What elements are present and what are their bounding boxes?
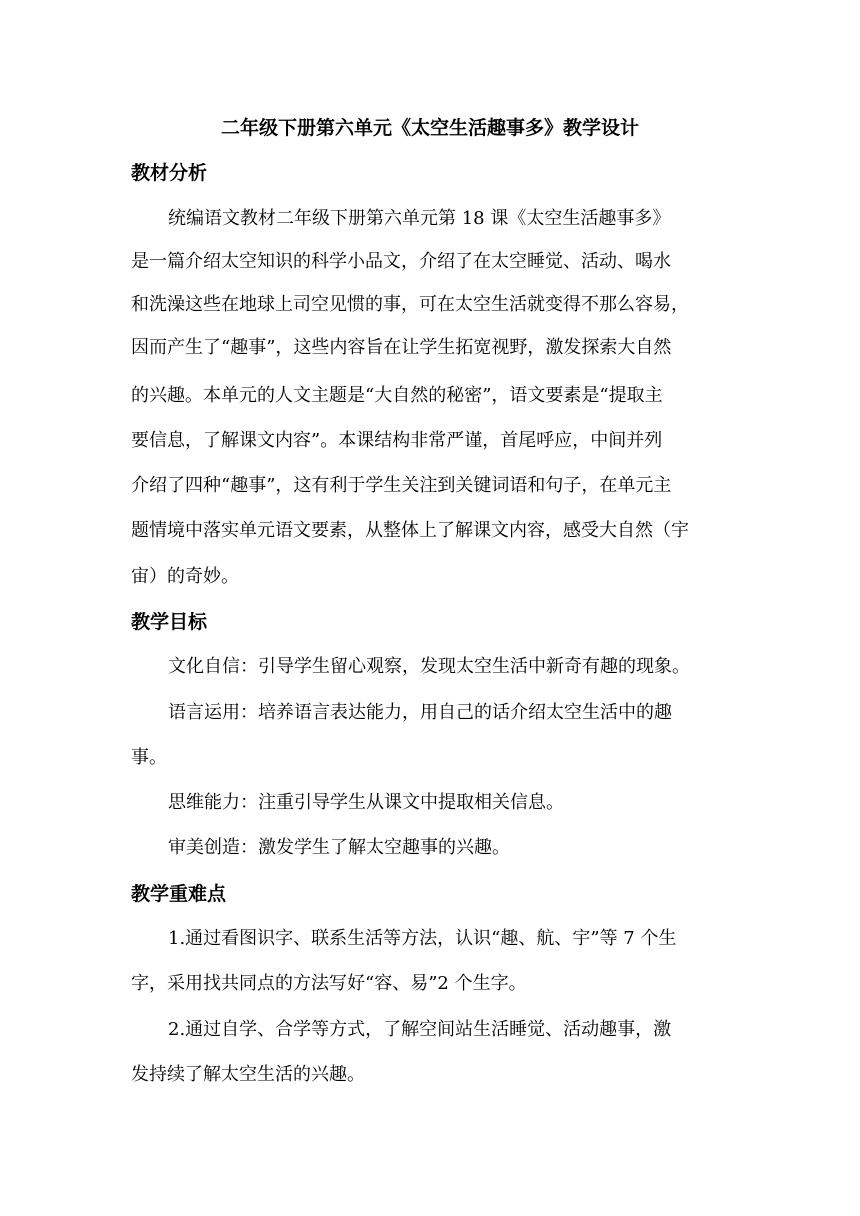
paragraph-line: 字，采用找共同点的方法写好“容、易”2 个生字。 [131, 973, 527, 994]
paragraph-line: 介绍了四种“趣事”，这有利于学生关注到关键词语和句子，在单元主 [131, 475, 672, 496]
paragraph-line: 2.通过自学、合学等方式，了解空间站生活睡觉、活动趣事，激 [168, 1019, 672, 1040]
paragraph-line: 文化自信：引导学生留心观察，发现太空生活中新奇有趣的现象。 [168, 656, 690, 677]
paragraph-line: 宙）的奇妙。 [131, 566, 239, 587]
paragraph-line: 的兴趣。本单元的人文主题是“大自然的秘密”，语文要素是“提取主 [131, 385, 663, 406]
paragraph-line: 审美创造：激发学生了解太空趣事的兴趣。 [168, 837, 510, 858]
paragraph-line: 统编语文教材二年级下册第六单元第 18 课《太空生活趣事多》 [168, 208, 671, 229]
paragraph-line: 发持续了解太空生活的兴趣。 [131, 1064, 365, 1085]
paragraph-line: 题情境中落实单元语文要素，从整体上了解课文内容，感受大自然（宇 [131, 520, 689, 541]
document-title: 二年级下册第六单元《太空生活趣事多》教学设计 [220, 117, 639, 139]
section-heading-teaching-goals: 教学目标 [131, 611, 208, 633]
paragraph-line: 是一篇介绍太空知识的科学小品文，介绍了在太空睡觉、活动、喝水 [131, 251, 671, 272]
paragraph-line: 和洗澡这些在地球上司空见惯的事，可在太空生活就变得不那么容易， [131, 294, 689, 315]
paragraph-line: 要信息，了解课文内容”。本课结构非常严谨，首尾呼应，中间并列 [131, 430, 663, 451]
paragraph-line: 因而产生了“趣事”，这些内容旨在让学生拓宽视野，激发探索大自然 [131, 337, 672, 358]
paragraph-line: 1.通过看图识字、联系生活等方法，认识“趣、航、宇”等 7 个生 [168, 928, 677, 949]
paragraph-line: 思维能力：注重引导学生从课文中提取相关信息。 [168, 792, 564, 813]
section-heading-textbook-analysis: 教材分析 [131, 162, 208, 184]
section-heading-key-difficult-points: 教学重难点 [131, 883, 227, 905]
paragraph-line: 语言运用：培养语言表达能力，用自己的话介绍太空生活中的趣 [168, 702, 672, 723]
paragraph-line: 事。 [131, 747, 167, 768]
